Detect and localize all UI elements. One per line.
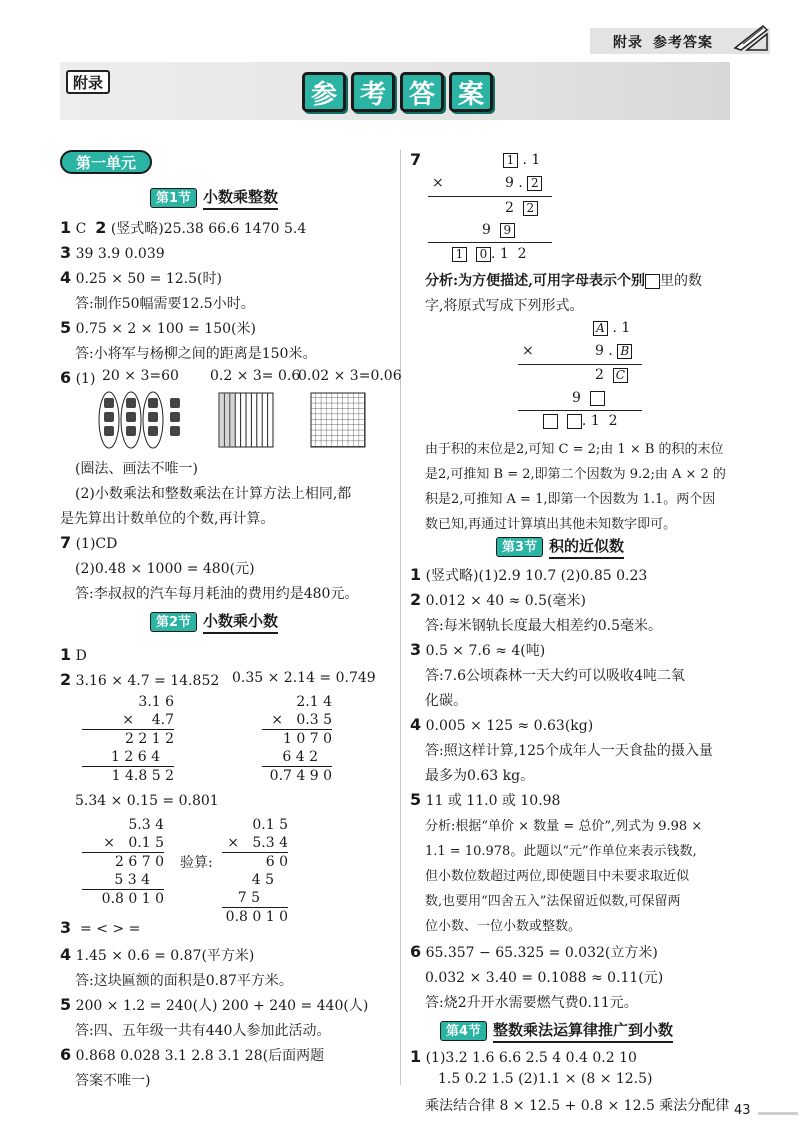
- answer-line: 3 39 3.9 0.039: [60, 243, 165, 262]
- answer-line: 2 0.012 × 40 ≈ 0.5(毫米): [410, 590, 586, 609]
- equation: 5.34 × 0.15 = 0.801: [75, 793, 219, 809]
- puzzle-row: 2 C: [595, 367, 628, 383]
- blank-box-icon: [645, 274, 660, 289]
- page-number: 43: [734, 1103, 751, 1118]
- answer-text: 答:四、五年级一共有440人参加此活动。: [75, 1023, 331, 1039]
- puzzle-row: . 1 2: [543, 413, 618, 429]
- page-bar: [758, 1112, 798, 1115]
- analysis-line: 但小数位数超过两位,即使题目中未要求取近似: [425, 869, 690, 884]
- vertical-multiplication: 0.1 5 × 5.3 4 6 0 4 5 7 5 0.8 0 1 0: [222, 816, 288, 926]
- section-title: 整数乘法运算律推广到小数: [493, 1019, 673, 1043]
- equation: 0.02 × 3=0.06: [298, 368, 402, 384]
- vertical-multiplication: 3.1 6 × 4.7 2 2 1 2 1 2 6 4 1 4.8 5 2: [82, 693, 174, 785]
- blank-box-icon: [567, 414, 582, 429]
- answer-text: 乘法结合律 8 × 12.5 + 0.8 × 12.5 乘法分配律: [425, 1098, 730, 1114]
- title-boxes: [302, 72, 493, 112]
- equation: 20 × 3=60: [102, 368, 179, 384]
- check-label: 验算:: [180, 855, 213, 871]
- equation: 0.2 × 3= 0.6: [210, 368, 301, 384]
- answer-text: 答:每米钢轨长度最大相差约0.5毫米。: [425, 618, 662, 634]
- puzzle-row: A . 1: [593, 320, 630, 336]
- section-title: 小数乘小数: [203, 610, 278, 634]
- question-number: 7: [410, 150, 422, 169]
- answer-line: 1 (竖式略)(1)2.9 10.7 (2)0.85 0.23: [410, 565, 648, 584]
- unit-badge: 第一单元: [60, 150, 152, 174]
- puzzle-row: ×: [522, 343, 534, 359]
- title-char: 考: [351, 72, 395, 112]
- section-4-heading: [440, 1019, 673, 1043]
- answer-line: 1 C 2 (竖式略)25.38 66.6 1470 5.4: [60, 218, 307, 237]
- answer-line: 1 D: [60, 645, 87, 664]
- analysis-line: 1.1 = 10.978。此题以“元”作单位来表示钱数,: [425, 844, 697, 859]
- analysis-line: 位小数、一位小数或整数。: [425, 919, 582, 934]
- section-badge: 第1节: [150, 188, 197, 208]
- section-title: 小数乘整数: [203, 186, 278, 210]
- explanation-line: 由于积的末位是2,可知 C = 2;由 1 × B 的积的末位: [425, 442, 724, 457]
- ruler-pencil-icon: [733, 24, 769, 52]
- equation: 0.35 × 2.14 = 0.749: [232, 670, 376, 686]
- answer-text: 答:制作50幅需要12.5小时。: [75, 296, 255, 312]
- puzzle-row: 1 0 . 1 2: [452, 246, 527, 262]
- vertical-multiplication: 5.3 4 × 0.1 5 2 6 7 0 5 3 4 0.8 0 1 0: [82, 816, 164, 908]
- puzzle-row: 1 . 1: [503, 152, 540, 168]
- header-text: [613, 32, 713, 52]
- answer-text: 1.5 0.2 1.5 (2)1.1 × (8 × 12.5): [438, 1071, 653, 1087]
- answer-line: 4 1.45 × 0.6 = 0.87(平方米): [60, 945, 255, 964]
- circled-coin-groups-figure: [95, 390, 190, 452]
- answer-line: 6 (1): [60, 368, 96, 387]
- answer-text: 0.032 × 3.40 = 0.1088 ≈ 0.11(元): [425, 970, 664, 986]
- rule-line: [428, 242, 552, 243]
- puzzle-row: 9 . 2: [505, 175, 542, 191]
- answer-text: 是先算出计数单位的个数,再计算。: [60, 511, 275, 527]
- answer-text: 答:小将军与杨柳之间的距离是150米。: [75, 346, 317, 362]
- tenths-strip-figure: [218, 392, 274, 448]
- rule-line: [518, 410, 642, 411]
- section-badge: 第3节: [496, 537, 543, 557]
- explanation-line: 积是2,可推知 A = 1,即第一个因数为 1.1。两个因: [425, 492, 716, 507]
- puzzle-row: 2 2: [505, 200, 538, 216]
- section-2-heading: [150, 610, 278, 634]
- section-badge: 第4节: [440, 1021, 487, 1041]
- answer-line: 3 0.5 × 7.6 ≈ 4(吨): [410, 640, 546, 659]
- explanation-line: 是2,可推知 B = 2,即第二个因数为 9.2;由 A × 2 的: [425, 467, 726, 482]
- answer-line: 5 11 或 11.0 或 10.98: [410, 790, 561, 809]
- answer-text: 答:李叔叔的汽车每月耗油的费用约是480元。: [75, 586, 359, 602]
- puzzle-row: 9: [572, 390, 605, 406]
- answer-line: 6 0.868 0.028 3.1 2.8 3.1 28(后面两题: [60, 1045, 325, 1064]
- analysis-line: 分析:根据“单价 × 数量 = 总价”,列式为 9.98 ×: [425, 819, 703, 834]
- answer-line: 5 200 × 1.2 = 240(人) 200 + 240 = 440(人): [60, 995, 369, 1014]
- answer-text: 答:这块匾额的面积是0.87平方米。: [75, 973, 293, 989]
- vertical-multiplication: 2.1 4 × 0.3 5 1 0 7 0 6 4 2 0.7 4 9 0: [262, 693, 332, 785]
- analysis-line: 字,将原式写成下列形式。: [425, 298, 584, 314]
- answer-text: (2)0.48 × 1000 = 480(元): [75, 561, 255, 577]
- rule-line: [428, 196, 552, 197]
- puzzle-row: 9 . B: [595, 343, 632, 359]
- page-header: [0, 0, 800, 62]
- header-answers: 参考答案: [653, 35, 713, 51]
- puzzle-row: 9 9: [482, 222, 515, 238]
- answer-text: 答:照这样计算,125个成年人一天食盐的摄入量: [425, 743, 713, 759]
- answer-text: 答案不唯一): [75, 1073, 151, 1089]
- column-divider: [400, 150, 401, 1085]
- analysis-line: 数,也要用“四舍五入”法保留近似数,可保留两: [425, 894, 681, 909]
- explanation-line: 数已知,再通过计算填出其他未知数字即可。: [425, 517, 677, 532]
- answer-text: (圈法、画法不唯一): [75, 461, 198, 477]
- title-char: 答: [400, 72, 444, 112]
- answer-text: 最多为0.63 kg。: [425, 768, 535, 784]
- section-title: 积的近似数: [549, 535, 624, 559]
- answer-line: 4 0.005 × 125 ≈ 0.63(kg): [410, 715, 594, 734]
- section-1-heading: [150, 186, 278, 210]
- analysis-line: 分析:为方便描述,可用字母表示个别 里的数: [425, 273, 703, 289]
- rule-line: [518, 364, 642, 365]
- section-badge: 第2节: [150, 612, 197, 632]
- answer-line: 3 = < > =: [60, 918, 141, 937]
- answer-line: 2 3.16 × 4.7 = 14.852: [60, 670, 220, 689]
- section-3-heading: [496, 535, 624, 559]
- blank-box-icon: [543, 414, 558, 429]
- header-appendix: 附录: [613, 35, 643, 51]
- hundredths-grid-figure: [310, 392, 366, 448]
- title-char: 参: [302, 72, 346, 112]
- answer-text: 答:烧2升开水需要燃气费0.11元。: [425, 995, 638, 1011]
- blank-box-icon: [590, 391, 605, 406]
- answer-line: 4 0.25 × 50 = 12.5(时): [60, 268, 222, 287]
- answer-text: (2)小数乘法和整数乘法在计算方法上相同,都: [75, 486, 352, 502]
- title-char: 案: [449, 72, 493, 112]
- answer-text: 化碳。: [425, 693, 467, 709]
- answer-line: 1 (1)3.2 1.6 6.6 2.5 4 0.4 0.2 10: [410, 1047, 637, 1066]
- puzzle-row: ×: [432, 175, 444, 191]
- answer-line: 6 65.357 − 65.325 = 0.032(立方米): [410, 942, 658, 961]
- appendix-tag: 附录: [66, 70, 110, 94]
- answer-text: 答:7.6公顷森林一天大约可以吸收4吨二氧: [425, 668, 685, 684]
- answer-line: 7 (1)CD: [60, 533, 118, 552]
- answer-line: 5 0.75 × 2 × 100 = 150(米): [60, 318, 256, 337]
